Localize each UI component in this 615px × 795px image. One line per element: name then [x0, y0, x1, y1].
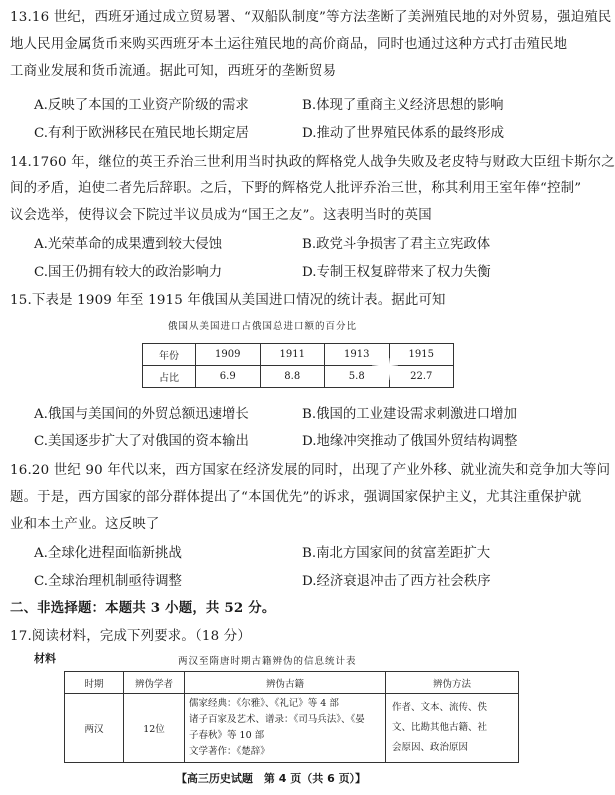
q13-option-b: B.体现了重商主义经济思想的影响	[302, 98, 504, 113]
table-cell: 6.9	[196, 366, 261, 388]
table-cell: 1909	[196, 344, 261, 366]
table-cell-books	[185, 694, 386, 763]
table-row	[143, 366, 454, 388]
q16-stem-line1: 16.20 世纪 90 年代以来，西方国家在经济发展的同时，出现了产业外移、就业流失和竞争加大等问	[10, 463, 611, 478]
q16-stem-line2: 题。于是，西方国家的部分群体提出了“本国优先”的诉求，强调国家保护主义，尤其注重保护就	[10, 490, 582, 505]
table-cell: 1911	[260, 344, 325, 366]
q15-table	[142, 343, 454, 388]
method-line: 会原因、政治原因	[392, 742, 469, 753]
q16-option-d: D.经济衰退冲击了西方社会秩序	[302, 574, 491, 589]
table-header: 辨伪方法	[386, 672, 519, 694]
q16-option-b: B.南北方国家间的贫富差距扩大	[302, 546, 491, 561]
q14-stem-line2: 间的矛盾，迫使二者先后辞职。之后，下野的辉格党人批评乔治三世，称其利用王室年俸“控制”	[10, 181, 582, 196]
q15-option-c: C.美国逐步扩大了对俄国的资本输出	[34, 434, 249, 449]
section-2-heading: 二、非选择题：本题共 3 小题，共 52 分。	[10, 600, 276, 616]
q13-stem-line2: 地人民用金属货币来购买西班牙本土运往殖民地的高价商品，同时也通过这种方式打击殖民地	[10, 37, 568, 52]
q15-stem-line1: 15.下表是 1909 年至 1915 年俄国从美国进口情况的统计表。据此可知	[10, 293, 446, 308]
q13-option-d: D.推动了世界殖民体系的最终形成	[302, 126, 504, 141]
q13-option-c: C.有利于欧洲移民在殖民地长期定居	[34, 126, 249, 141]
q16-option-c: C.全球治理机制亟待调整	[34, 574, 182, 589]
q14-option-b: B.政党斗争损害了君主立宪政体	[302, 237, 491, 252]
book-entry: 文学著作：《楚辞》	[189, 746, 270, 757]
q14-stem-line3: 议会选举，使得议会下院过半议员成为“国王之友”。这表明当时的英国	[10, 208, 432, 223]
q14-stem-line1: 14.1760 年，继位的英王乔治三世利用当时执政的辉格党人战争失败及老皮特与财政大臣纽卡斯尔之	[10, 155, 615, 170]
table-header: 时期	[65, 672, 124, 694]
q17-table	[64, 671, 519, 763]
table-cell: 年份	[143, 344, 196, 366]
table-cell-methods	[386, 694, 519, 763]
scan-smudge	[372, 358, 398, 380]
q15-table-caption: 俄国从美国进口占俄国总进口额的百分比	[168, 321, 358, 332]
q17-stem-line1: 17.阅读材料，完成下列要求。（18 分）	[10, 629, 251, 644]
q14-option-a: A.光荣革命的成果遭到较大侵蚀	[34, 237, 223, 252]
q15-option-b: B.俄国的工业建设需求刺激进口增加	[302, 407, 517, 422]
table-cell: 占比	[143, 366, 196, 388]
method-line: 作者、文本、流传、佚	[392, 702, 488, 713]
table-cell: 8.8	[260, 366, 325, 388]
table-header: 辨伪学者	[124, 672, 185, 694]
q14-option-c: C.国王仍拥有较大的政治影响力	[34, 265, 223, 280]
book-entry: 子春秋》等 10 部	[189, 730, 265, 741]
table-header: 辨伪古籍	[185, 672, 386, 694]
table-cell: 1913	[325, 344, 390, 366]
q17-material-label: 材料	[34, 652, 56, 665]
table-cell: 两汉	[65, 694, 124, 763]
table-cell: 1915	[389, 344, 454, 366]
table-row	[65, 672, 519, 694]
method-line: 文、比勘其他古籍、社	[392, 722, 488, 733]
book-entry: 儒家经典：《尔雅》、《礼记》等 4 部	[189, 698, 339, 709]
table-row	[65, 694, 519, 763]
q15-option-d: D.地缘冲突推动了俄国外贸结构调整	[302, 434, 518, 449]
table-cell: 12位	[124, 694, 185, 763]
table-cell: 5.8	[325, 366, 390, 388]
q16-stem-line3: 业和本土产业。这反映了	[10, 517, 160, 532]
q14-option-d: D.专制王权复辟带来了权力失衡	[302, 265, 491, 280]
q13-stem-line3: 工商业发展和货币流通。据此可知，西班牙的垄断贸易	[10, 64, 337, 79]
q13-option-a: A.反映了本国的工业资产阶级的需求	[34, 98, 249, 113]
q13-stem-line1: 13.16 世纪，西班牙通过成立贸易署、“双船队制度”等方法垄断了美洲殖民地的对外贸易，强迫殖民	[10, 10, 612, 25]
table-row	[143, 344, 454, 366]
page-footer: 【高三历史试题 第 4 页（共 6 页）】	[175, 772, 367, 785]
table-cell: 22.7	[389, 366, 454, 388]
q17-table-caption: 两汉至隋唐时期古籍辨伪的信息统计表	[178, 656, 357, 667]
book-entry: 诸子百家及艺术、谱录：《司马兵法》、《晏	[189, 714, 365, 725]
q15-option-a: A.俄国与美国间的外贸总额迅速增长	[34, 407, 249, 422]
q16-option-a: A.全球化进程面临新挑战	[34, 546, 182, 561]
